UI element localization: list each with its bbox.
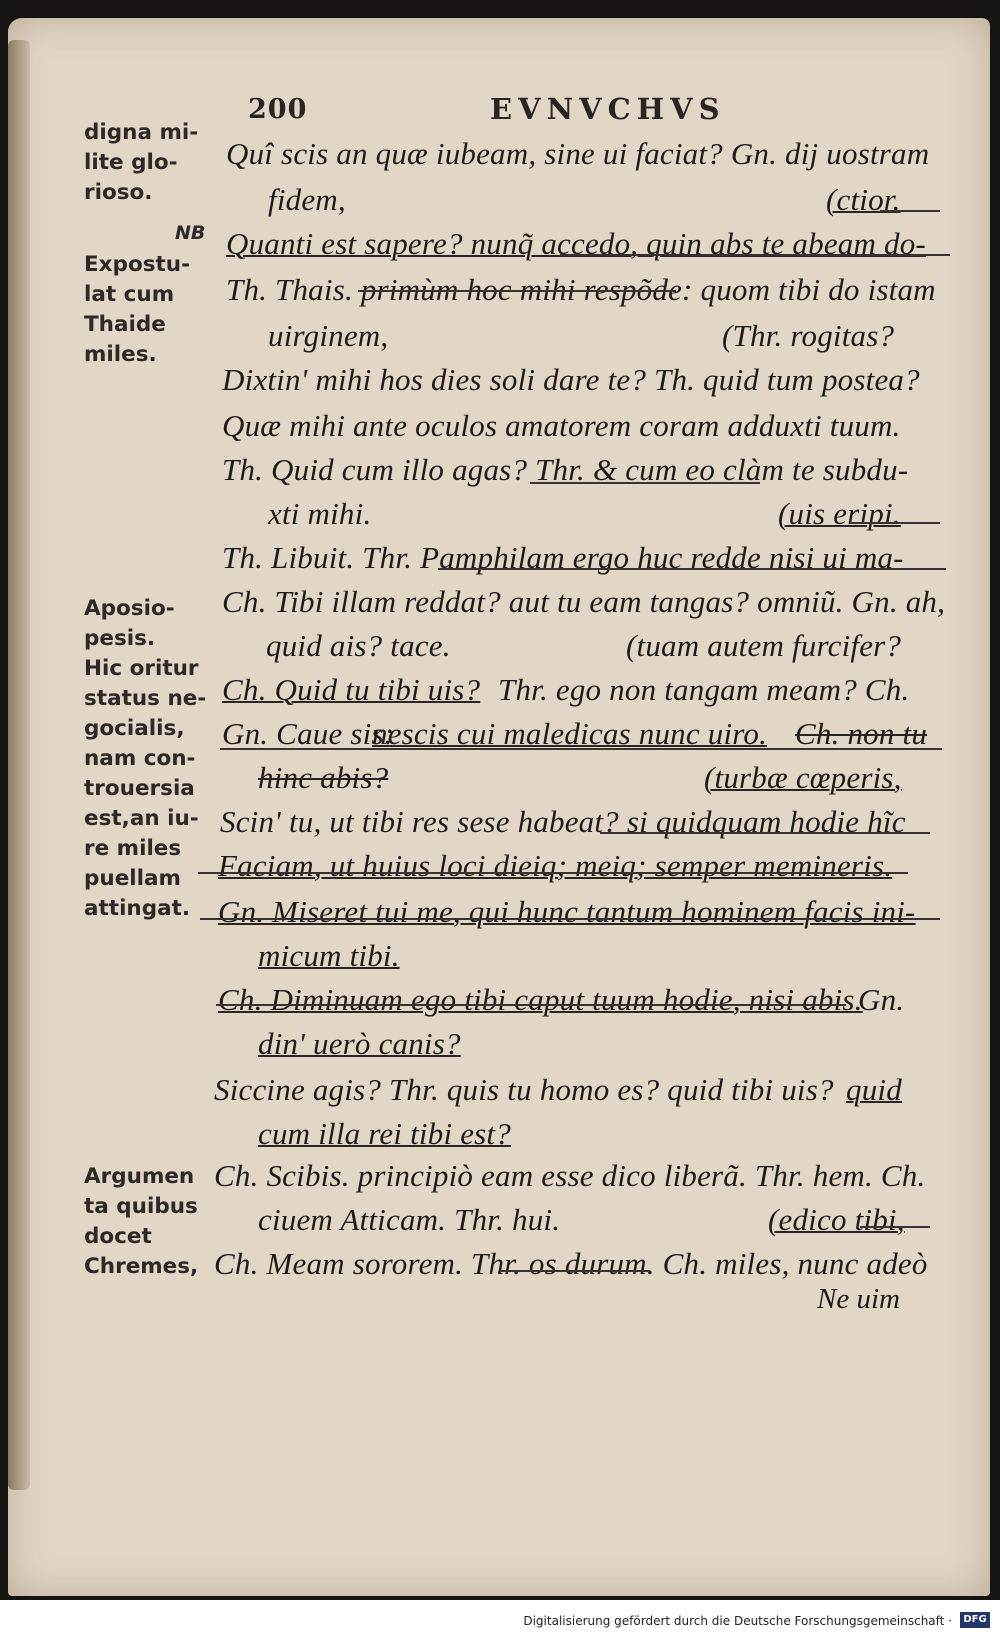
text-line: fidem,	[268, 182, 346, 217]
text-line: micum tibi.	[258, 938, 400, 973]
pen-stroke	[500, 1270, 650, 1272]
text-line: Th. Libuit. Thr. Pamphilam ergo huc redde nisi ui ma-	[222, 540, 904, 575]
text-line: Thr. ego non tangam meam? Ch.	[498, 672, 910, 707]
pen-stroke	[216, 1004, 846, 1006]
pen-stroke	[880, 210, 940, 212]
text-line: (uis eripi.	[778, 496, 901, 531]
text-line: Quî scis an quæ iubeam, sine ui faciat? Gn. dij uostram	[226, 136, 930, 171]
margin-note-1: digna mi- lite glo- rioso.	[84, 120, 199, 205]
pen-stroke	[530, 482, 760, 484]
text-line: ciuem Atticam. Thr. hui.	[258, 1202, 561, 1237]
margin-note-3: Aposio- pesis. Hic oritur status ne- gocialis, nam con- trouersia est,an iu- re miles puellam attingat.	[84, 596, 207, 921]
text-line: Quanti est sapere? nunq̃ accedo, quin abs te abeam do-	[226, 226, 926, 261]
pen-stroke	[358, 290, 676, 292]
text-line: nescis cui maledicas nunc uiro.	[372, 716, 768, 751]
text-line: Ch. Quid tu tibi uis?	[222, 672, 481, 707]
text-line: (Thr. rogitas?	[722, 318, 895, 353]
text-line: hinc abis?	[258, 760, 389, 795]
pen-stroke	[198, 872, 908, 874]
text-line: cum illa rei tibi est?	[258, 1116, 511, 1151]
text-line: quid	[846, 1072, 902, 1107]
text-line: (turbæ cœperis,	[704, 760, 902, 795]
text-line: Th. Thais. primùm hoc mihi respõde: quom tibi do istam	[226, 272, 936, 307]
text-line: Th. Quid cum illo agas? Thr. & cum eo clàm te subdu-	[222, 452, 909, 487]
digitization-credit: Digitalisierung gefördert durch die Deutsche Forschungsgemeinschaft ·	[523, 1614, 952, 1628]
pen-stroke	[600, 832, 930, 834]
text-line: quid ais? tace.	[266, 628, 451, 663]
text-line: Ch. Scibis. principiò eam esse dico liberã. Thr. hem. Ch.	[214, 1158, 926, 1193]
pen-stroke	[860, 1226, 930, 1228]
text-line: Gn.	[858, 982, 905, 1017]
text-line: (ctior.	[826, 182, 901, 217]
margin-note-4: Argumen ta quibus docet Chremes,	[84, 1164, 199, 1279]
text-line: Gn. Caue sis:	[222, 716, 395, 751]
margin-note-2: Expostu- lat cum Thaide miles.	[84, 252, 191, 367]
text-line: xti mihi.	[268, 496, 372, 531]
text-line: uirginem,	[268, 318, 389, 353]
text-line: Ch. Meam sororem. Thr. os durum. Ch. miles, nunc adeò	[214, 1246, 928, 1281]
running-title: EVNVCHVS	[490, 92, 726, 126]
text-line: (tuam autem furcifer?	[626, 628, 902, 663]
text-line: Siccine agis? Thr. quis tu homo es? quid tibi uis?	[214, 1072, 834, 1107]
text-line: Ch. non tu	[795, 716, 928, 751]
pen-stroke	[200, 918, 940, 920]
pen-stroke	[850, 522, 940, 524]
pen-stroke	[560, 254, 950, 256]
dfg-logo: DFG	[960, 1612, 990, 1628]
pen-stroke	[220, 748, 942, 750]
text-line: Dixtin' mihi hos dies soli dare te? Th. quid tum postea?	[222, 362, 920, 397]
text-line: (edico tibi,	[768, 1202, 905, 1237]
text-line: Scin' tu, ut tibi res sese habeat? si quidquam hodie hĩc	[220, 804, 906, 839]
text-line: din' uerò canis?	[258, 1026, 461, 1061]
text-line: Quæ mihi ante oculos amatorem coram adduxti tuum.	[222, 408, 901, 443]
text-line: Gn. Miseret tui me, qui hunc tantum hominem facis ini-	[218, 894, 916, 929]
page-number: 200	[248, 94, 308, 125]
text-line: Ch. Diminuam ego tibi caput tuum hodie, nisi abis.	[218, 982, 863, 1017]
nb-annotation: NB	[175, 222, 206, 244]
text-line: Ch. Tibi illam reddat? aut tu eam tangas? omniũ. Gn. ah,	[222, 584, 946, 619]
text-line: Faciam, ut huius loci dieiq; meiq; semper memineris.	[218, 848, 893, 883]
page-edge	[8, 40, 30, 1490]
pen-stroke	[438, 568, 946, 570]
catchword: Ne uim	[817, 1283, 900, 1315]
